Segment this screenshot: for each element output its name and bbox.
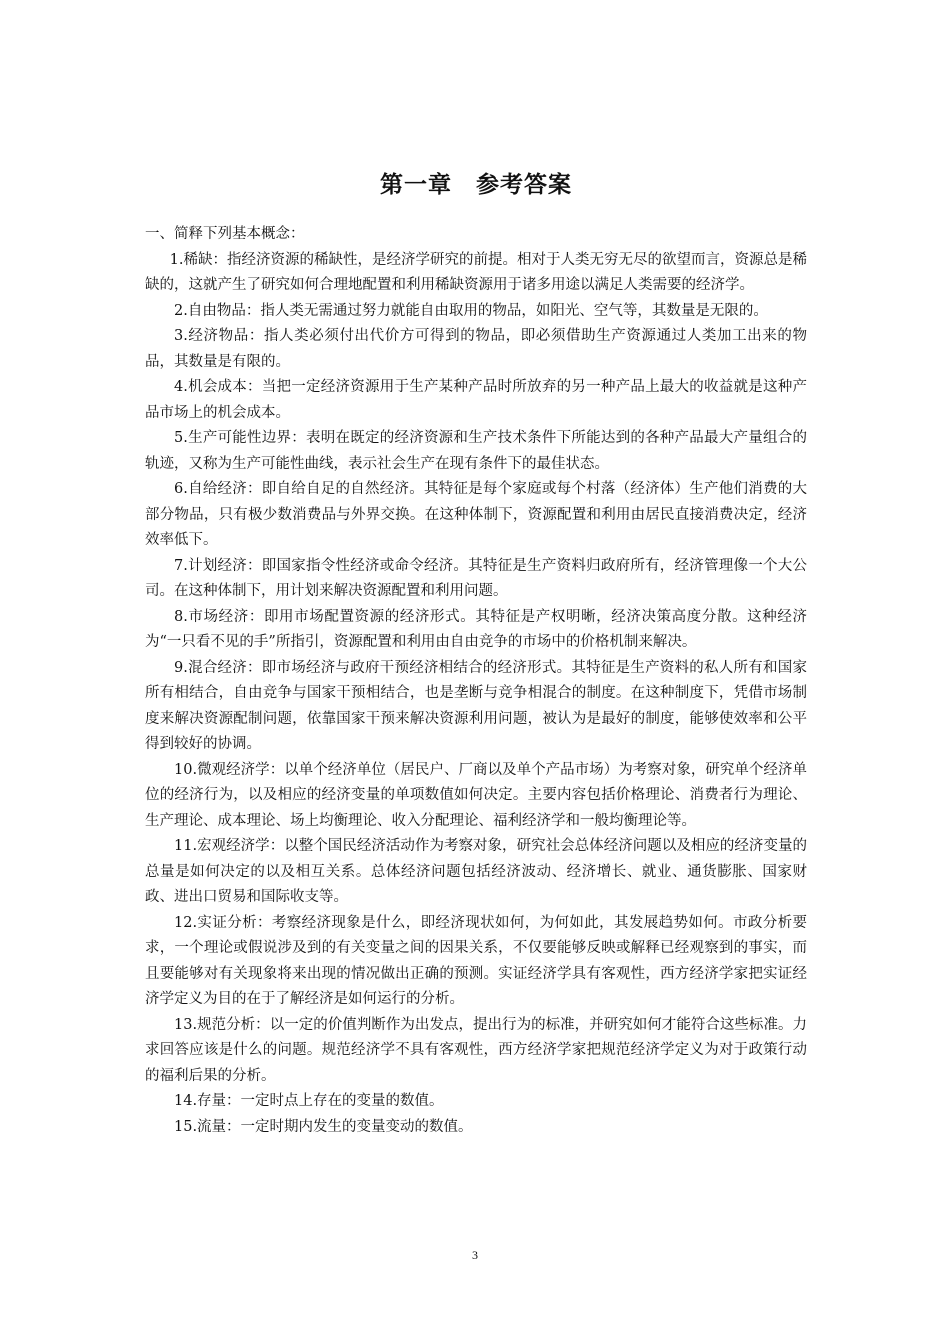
page-title [145,170,807,200]
page-number: 3 [472,1248,478,1262]
paragraph-economic-goods: 3.经济物品：指人类必须付出代价方可得到的物品，即必须借助生产资源通过人类加工出来的物品，其数量是有限的。 [145,328,807,370]
paragraph-self-sufficient-economy: 6.自给经济：即自给自足的自然经济。其特征是每个家庭或每个村落（经济体）生产他们消费的大部分物品，只有极少数消费品与外界交换。在这种体制下，资源配置和利用由居民直接消费决定，经济效率低下。 [145,481,807,548]
paragraph-stock: 14.存量：一定时点上存在的变量的数值。 [174,1093,444,1109]
paragraph-mixed-economy: 9.混合经济：即市场经济与政府干预经济相结合的经济形式。其特征是生产资料的私人所有和国家所有相结合，自由竞争与国家干预相结合，也是垄断与竞争相混合的制度。在这种制度下，凭借市场制度来解决资源配制问题，依靠国家干预来解决资源利用问题，被认为是最好的制度，能够使效率和公平得到较好的协调。 [145,659,807,752]
paragraph-ppf: 5.生产可能性边界：表明在既定的经济资源和生产技术条件下所能达到的各种产品最大产量组合的轨迹，又称为生产可能性曲线，表示社会生产在现有条件下的最佳状态。 [145,430,807,472]
paragraph-scarcity: 1.稀缺：指经济资源的稀缺性，是经济学研究的前提。相对于人类无穷无尽的欲望而言，资源总是稀缺的，这就产生了研究如何合理地配置和利用稀缺资源用于诸多用途以满足人类需要的经济学。 [145,251,807,293]
paragraph-planned-economy: 7.计划经济：即国家指令性经济或命令经济。其特征是生产资料归政府所有，经济管理像一个大公司。在这种体制下，用计划来解决资源配置和利用问题。 [145,557,807,599]
paragraph-positive-analysis: 12.实证分析：考察经济现象是什么，即经济现状如何，为何如此，其发展趋势如何。市政分析要求，一个理论或假说涉及到的有关变量之间的因果关系，不仅要能够反映或解释已经观察到的事实，而且要能够对有关现象将来出现的情况做出正确的预测。实证经济学具有客观性，西方经济学家把实证经济学定义为目的在于了解经济是如何运行的分析。 [145,914,807,1007]
paragraph-free-goods: 2.自由物品：指人类无需通过努力就能自由取用的物品，如阳光、空气等，其数量是无限的。 [174,302,768,319]
paragraph-opportunity-cost: 4.机会成本：当把一定经济资源用于生产某种产品时所放弃的另一种产品上最大的收益就是这种产品市场上的机会成本。 [145,379,807,421]
paragraph-macroeconomics: 11.宏观经济学：以整个国民经济活动作为考察对象，研究社会总体经济问题以及相应的经济变量的总量是如何决定的以及相互关系。总体经济问题包括经济波动、经济增长、就业、通货膨胀、国家财政、进出口贸易和国际收支等。 [145,838,807,905]
paragraph-microeconomics: 10.微观经济学：以单个经济单位（居民户、厂商以及单个产品市场）为考察对象，研究单个经济单位的经济行为，以及相应的经济变量的单项数值如何决定。主要内容包括价格理论、消费者行为理论、生产理论、成本理论、场上均衡理论、收入分配理论、福利经济学和一般均衡理论等。 [145,761,807,829]
title-text: 参考答案 [476,171,572,198]
paragraph-flow: 15.流量：一定时期内发生的变量变动的数值。 [174,1118,473,1135]
chapter-label: 第一章 [380,171,452,198]
section-heading: 一、简释下列基本概念： [145,226,305,242]
paragraph-normative-analysis: 13.规范分析：以一定的价值判断作为出发点，提出行为的标准，并研究如何才能符合这些标准。力求回答应该是什么的问题。规范经济学不具有客观性，西方经济学家把规范经济学定义为对于政策行动的福利后果的分析。 [145,1016,807,1084]
document-page [145,170,807,1140]
paragraph-market-economy: 8.市场经济：即用市场配置资源的经济形式。其特征是产权明晰，经济决策高度分散。这种经济为“一只看不见的手”所指引，资源配置和利用由自由竞争的市场中的价格机制来解决。 [145,608,807,650]
